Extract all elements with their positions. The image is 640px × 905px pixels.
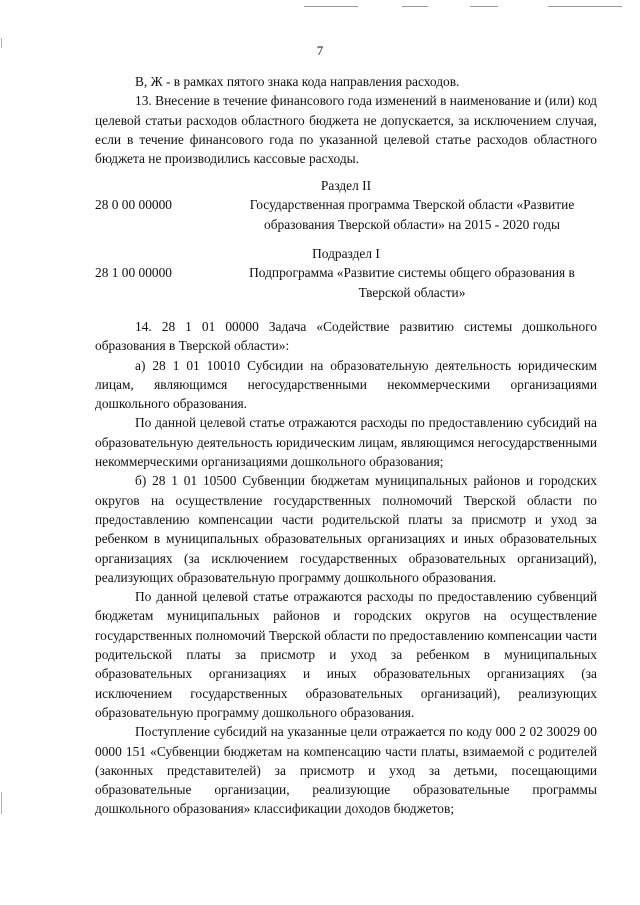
paragraph: По данной целевой статье отражаются расходы по предоставлению субсидий на образовательную деятельность юридическим лицам, являющимся негосударственными некоммерческими организациями дошкольного образования; — [95, 415, 597, 470]
section-title: Государственная программа Тверской области «Развитие образования Тверской области» на 2015 - 2020 годы — [249, 197, 575, 232]
paragraph: 14. 28 1 01 00000 Задача «Содействие развитию системы дошкольного образования в Тверской области»: — [95, 319, 597, 354]
intro-text — [95, 72, 597, 168]
paragraph: Поступление субсидий на указанные цели отражается по коду 000 2 02 30029 00 0000 151 «Субвенции бюджетам на компенсацию части платы, взимаемой с родителей (законных представителей) за присмотр и уход за детьми, посещающими образовательные организации, реализующие образовательные программы дошкольного образования» классификации доходов бюджетов; — [95, 724, 597, 817]
paragraph: 13. Внесение в течение финансового года изменений в наименование и (или) код целевой статьи расходов областного бюджета не допускается, за исключением случая, если в течение финансового года по указанной целевой статье расходов областного бюджета не производились кассовые расходы. — [95, 93, 597, 167]
subsection-label: Подраздел I — [312, 246, 380, 261]
paragraph: В, Ж - в рамках пятого знака кода направления расходов. — [135, 74, 460, 89]
section-heading — [95, 176, 597, 234]
scan-artifact — [402, 6, 428, 7]
scan-artifact — [470, 6, 498, 7]
scan-artifact — [304, 6, 358, 7]
section-code: 28 0 00 00000 — [95, 197, 172, 213]
section-label: Раздел II — [320, 178, 372, 193]
subsection-heading — [95, 244, 597, 302]
scan-artifact — [1, 792, 2, 814]
page-number: 7 — [316, 43, 324, 58]
body-text — [95, 317, 597, 819]
subsection-code: 28 1 00 00000 — [95, 265, 172, 281]
paragraph: По данной целевой статье отражаются расходы по предоставлению субвенций бюджетам муниципальных районов и городских округов на осуществление государственных полномочий Тверской области по предоставлению компенсации части родительской платы за присмотр и уход за ребенком в муниципальных образовательных организациях и иных образовательных организациях (за исключением государственных образовательных организаций), реализующих образовательную программу дошкольного образования. — [95, 589, 597, 720]
subsection-title: Подпрограмма «Развитие системы общего образования в Тверской области» — [249, 265, 575, 300]
scan-artifact — [548, 6, 622, 7]
paragraph: а) 28 1 01 10010 Субсидии на образовательную деятельность юридическим лицам, являющимся негосударственными некоммерческими организациями дошкольного образования. — [95, 357, 597, 412]
paragraph: б) 28 1 01 10500 Субвенции бюджетам муниципальных районов и городских округов на осуществление государственных полномочий Тверской области по предоставлению компенсации части родительской платы за присмотр и уход за ребенком в муниципальных образовательных организациях и иных образовательных организациях (за исключением государственных образовательных организаций), реализующих образовательную программу дошкольного образования. — [95, 473, 597, 585]
